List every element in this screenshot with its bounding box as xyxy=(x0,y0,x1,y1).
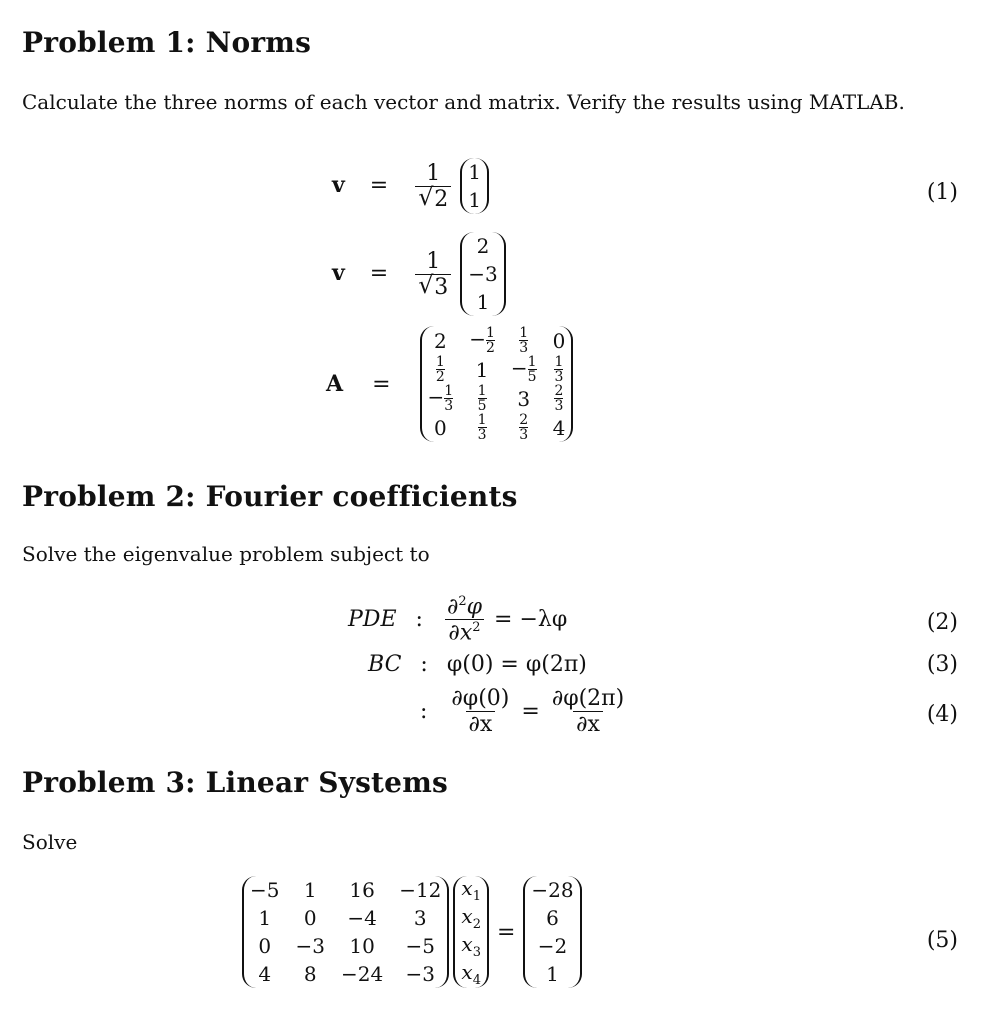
matrix-entry: 1 xyxy=(258,906,272,930)
problem3-title: Problem 3: Linear Systems xyxy=(22,766,448,799)
matrix-entry: −3 xyxy=(405,962,436,986)
matrix-entry: 4 xyxy=(258,962,272,986)
matrix-entry: 10 xyxy=(349,934,375,958)
bc2-right-fraction: $\frac{\partial\varphi(2\pi)}{\partial x}$ xyxy=(551,686,625,737)
matrix-entry: − $\frac{1}{2}$ xyxy=(469,325,495,356)
problem1-intro: Calculate the three norms of each vector and matrix. Verify the results using MATLAB. xyxy=(22,90,905,114)
bc1: φ(0) = φ(2π) xyxy=(446,652,587,677)
equation-number-1: (1) xyxy=(926,180,958,205)
coefficient-matrix xyxy=(242,876,449,988)
matrix-entry: −24 xyxy=(340,962,384,986)
equation-number-4: (4) xyxy=(926,702,958,727)
linear-system: −5 1 16 −12 1 0 −4 3 0 −3 10 −5 4 8 −24 −3 $x_1$ $x_2$ $x_3$ $x_4$ = −28 6 −2 1 xyxy=(242,876,582,988)
unknown-entry: $x_4$ xyxy=(461,960,481,988)
matrix-entry: −4 xyxy=(347,906,377,930)
matrix-entry: 4 xyxy=(552,415,566,440)
bc2-line: : $\frac{\partial\varphi(0)}{\partial x}$ = $\frac{\partial\varphi(2\pi)}{\partial x}$ xyxy=(420,686,629,737)
matrix-entry: $\frac{1}{3}$ xyxy=(477,412,487,443)
A-symbol: A xyxy=(326,371,344,397)
unknown-entry: $x_3$ xyxy=(461,932,481,960)
matrix-entry: $\frac{1}{3}$ xyxy=(519,325,529,356)
rhs-entry: −2 xyxy=(537,934,568,958)
problem1-title: Problem 1: Norms xyxy=(22,26,312,59)
rhs-vector xyxy=(523,876,581,988)
matrix-entry: − $\frac{1}{5}$ xyxy=(510,354,537,385)
problem2-intro: Solve the eigenvalue problem subject to xyxy=(22,542,430,566)
matrix-entry: 3 xyxy=(413,906,427,930)
matrix-entry: −3 xyxy=(295,934,325,958)
equation-A: A = 2 − $\frac{1}{2}$ $\frac{1}{3}$ 0 $\frac{1}{2}$ 1 − $\frac{1}{5}$ $\frac{1}{3}$ − $\frac{1}{3}$ $\frac{1}{5}$ 3 $\frac{2}{3}$ 0 $\frac{1}{3}$ $\frac{2}{3}$ 4 xyxy=(326,326,573,442)
matrix-entry: 3 xyxy=(517,386,531,411)
matrix-entry: 8 xyxy=(303,962,317,986)
unknown-entry: $x_1$ xyxy=(461,876,481,904)
matrix-entry: −5 xyxy=(250,878,280,902)
scale-frac-v2: 1 √ 3 xyxy=(415,249,451,300)
equation-number-3: (3) xyxy=(926,652,958,677)
matrix-entry: $\frac{1}{5}$ xyxy=(477,383,487,414)
rhs-entry: 1 xyxy=(546,962,559,986)
unknowns-vector xyxy=(453,876,489,988)
bc2-left-fraction: $\frac{\partial\varphi(0)}{\partial x}$ xyxy=(451,686,510,737)
equation-v2: v = 1 √ 3 2 −3 1 xyxy=(332,232,506,316)
vector-entry: 1 xyxy=(468,160,481,184)
v-symbol: v xyxy=(332,172,345,198)
rhs-entry: −28 xyxy=(531,878,574,902)
vector-v1 xyxy=(460,158,489,214)
bc1-line: BC : φ(0) = φ(2π) xyxy=(368,652,587,677)
matrix-entry: 0 xyxy=(552,328,566,353)
matrix-entry: −12 xyxy=(399,878,442,902)
matrix-entry: −5 xyxy=(405,934,436,958)
problem3-intro: Solve xyxy=(22,830,78,854)
bc-label: BC xyxy=(368,652,402,677)
matrix-entry: $\frac{2}{3}$ xyxy=(554,383,564,414)
matrix-entry: − $\frac{1}{3}$ xyxy=(427,383,454,414)
matrix-entry: 1 xyxy=(475,357,489,382)
pde-label: PDE xyxy=(348,606,397,632)
matrix-A xyxy=(420,326,574,442)
rhs-entry: 6 xyxy=(546,906,559,930)
matrix-entry: $\frac{1}{2}$ xyxy=(435,354,445,385)
problem2-title: Problem 2: Fourier coefficients xyxy=(22,480,518,513)
equation-number-5: (5) xyxy=(926,928,958,953)
matrix-entry: 0 xyxy=(433,415,447,440)
pde-rhs: = −λφ xyxy=(494,606,568,632)
unknown-entry: $x_2$ xyxy=(461,904,481,932)
vector-entry: −3 xyxy=(468,262,498,286)
scale-frac-v1: 1 √ 2 xyxy=(415,161,451,212)
matrix-entry: 0 xyxy=(258,934,272,958)
vector-entry: 1 xyxy=(476,290,490,314)
matrix-entry: 1 xyxy=(303,878,317,902)
matrix-entry: $\frac{2}{3}$ xyxy=(519,412,529,443)
equation-number-2: (2) xyxy=(926,610,958,635)
pde-fraction: $\frac{\partial^2\varphi}{\partial x^2}$ xyxy=(446,594,483,646)
vector-v2 xyxy=(460,232,505,316)
vector-entry: 2 xyxy=(476,234,490,258)
vector-entry: 1 xyxy=(468,188,481,212)
matrix-entry: 0 xyxy=(303,906,317,930)
equation-v1: v = 1 √ 2 1 1 xyxy=(332,158,489,214)
matrix-entry: $\frac{1}{3}$ xyxy=(554,354,564,385)
pde-line: PDE : $\frac{\partial^2\varphi}{\partial x^2}$ = −λφ xyxy=(348,594,568,646)
matrix-entry: 16 xyxy=(349,878,375,902)
matrix-entry: 2 xyxy=(433,328,447,353)
